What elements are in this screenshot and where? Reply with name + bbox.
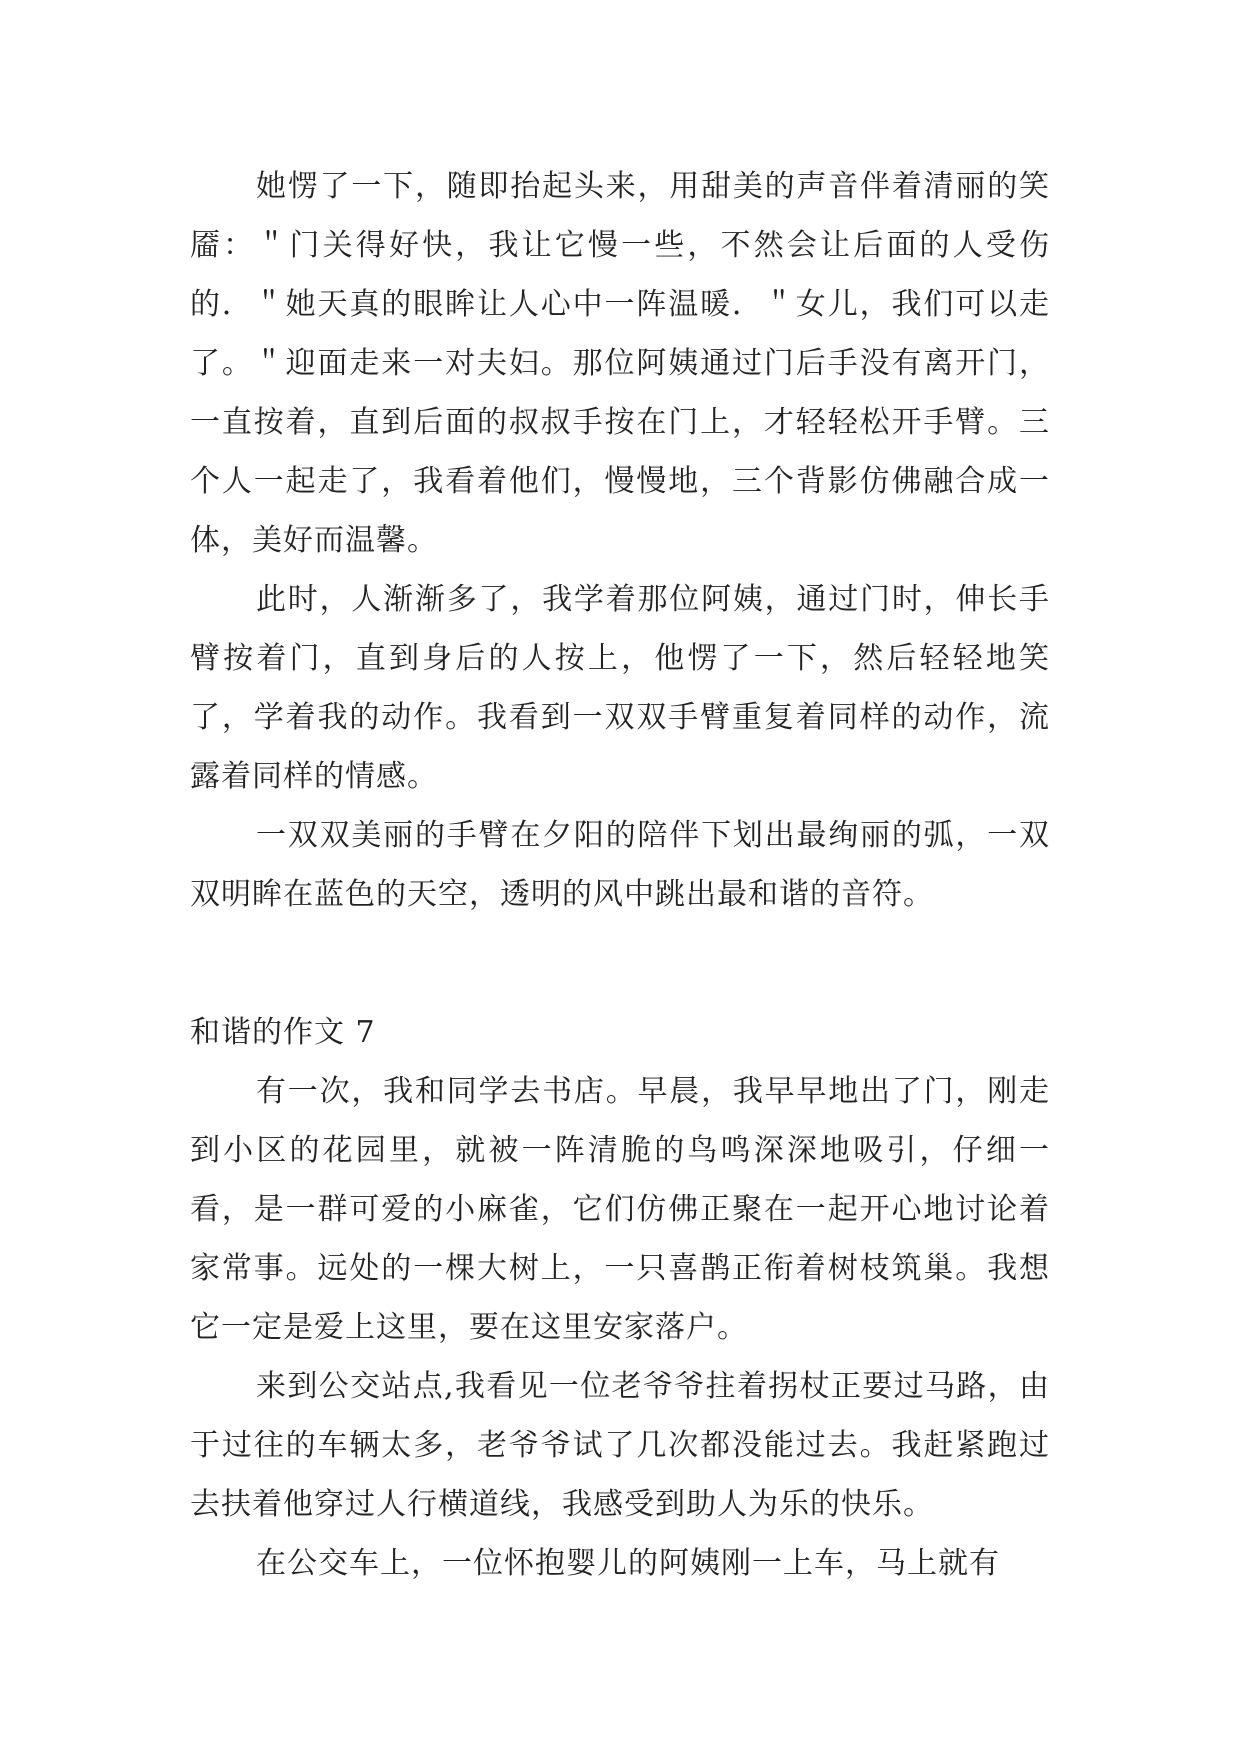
paragraph: 一双双美丽的手臂在夕阳的陪伴下划出最绚丽的弧，一双双明眸在蓝色的天空，透明的风中跳出最和谐的音符。 [190,818,1050,912]
paragraph: 来到公交站点,我看见一位老爷爷拄着拐杖正要过马路，由于过往的车辆太多，老爷爷试了几次都没能过去。我赶紧跑过去扶着他穿过人行横道线，我感受到助人为乐的快乐。 [190,1369,1050,1522]
document-body [190,157,1050,1593]
paragraph: 有一次，我和同学去书店。早晨，我早早地出了门，刚走到小区的花园里，就被一阵清脆的鸟鸣深深地吸引，仔细一看，是一群可爱的小麻雀，它们仿佛正聚在一起开心地讨论着家常事。远处的一棵大树上，一只喜鹊正衔着树枝筑巢。我想它一定是爱上这里，要在这里安家落户。 [190,1074,1050,1345]
paragraph: 她愣了一下，随即抬起头来，用甜美的声音伴着清丽的笑靥：＂门关得好快，我让它慢一些，不然会让后面的人受伤的．＂她天真的眼眸让人心中一阵温暖．＂女儿，我们可以走了。＂迎面走来一对夫妇。那位阿姨通过门后手没有离开门，一直按着，直到后面的叔叔手按在门上，才轻轻松开手臂。三个人一起走了，我看着他们，慢慢地，三个背影仿佛融合成一体，美好而温馨。 [190,169,1050,558]
paragraph: 在公交车上，一位怀抱婴儿的阿姨刚一上车，马上就有 [256,1546,1000,1581]
paragraph: 此时，人渐渐多了，我学着那位阿姨，通过门时，伸长手臂按着门，直到身后的人按上，他愣了一下，然后轻轻地笑了，学着我的动作。我看到一双双手臂重复着同样的动作，流露着同样的情感。 [190,582,1050,794]
section-heading: 和谐的作文 7 [190,1015,376,1050]
